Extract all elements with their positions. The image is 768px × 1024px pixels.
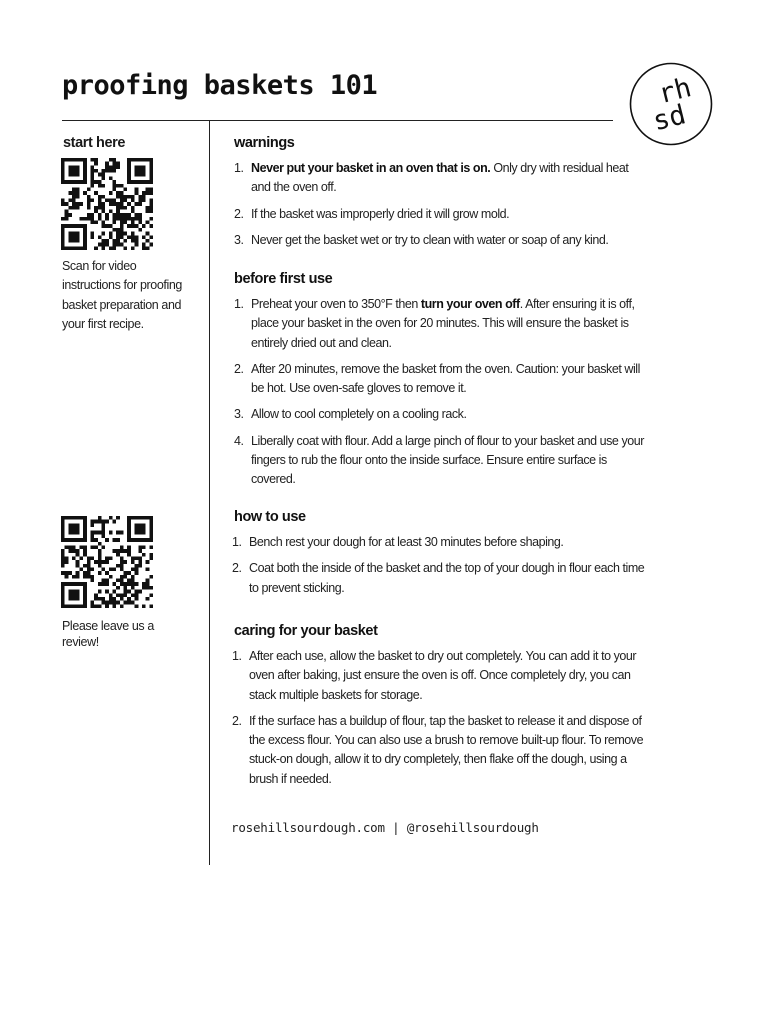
item-text: Never get the basket wet or try to clean with water or soap of any kind. (251, 232, 609, 247)
sidebar-heading: start here (63, 135, 126, 151)
item-text: . After ensuring it is off, place your basket in the oven for 20 minutes. This will ensure the basket is entirely dried out and clean. (251, 297, 635, 350)
item-text: Bench rest your dough for at least 30 minutes before shaping. (249, 535, 564, 549)
qr-code-icon[interactable] (61, 158, 153, 250)
section-heading: caring for your basket (234, 623, 378, 639)
item-text: Coat both the inside of the basket and the top of your dough in flour each time to prevent sticking. (249, 561, 645, 595)
column-divider (209, 121, 210, 865)
item-number: 3. (234, 407, 244, 422)
page-title: proofing baskets 101 (62, 70, 378, 101)
item-text: Only dry with residual heat and the oven off. (251, 161, 629, 195)
item-number: 1. (234, 297, 244, 311)
list-item (230, 231, 650, 250)
section-heading: warnings (234, 135, 295, 151)
caring-list (230, 647, 650, 789)
item-number: 2. (232, 561, 242, 576)
video-qr-caption: Scan for video instructions for proofing basket preparation and your first recipe. (62, 259, 182, 331)
list-item (230, 712, 650, 789)
warnings-list (230, 159, 650, 250)
item-number: 1. (234, 161, 244, 175)
list-item (230, 432, 650, 490)
review-qr-caption: Please leave us a review! (62, 619, 154, 649)
list-item (230, 159, 650, 198)
item-text-pre: Preheat your oven to 350°F then (251, 297, 421, 311)
item-text: After 20 minutes, remove the basket from the oven. Caution: your basket will be hot. Use oven-safe gloves to remove it. (251, 361, 640, 396)
item-text: If the basket was improperly dried it will grow mold. (251, 206, 510, 221)
item-number: 2. (234, 206, 244, 221)
list-item (230, 647, 650, 705)
caring-section (230, 623, 650, 796)
item-number: 1. (232, 649, 242, 663)
item-text: After each use, allow the basket to dry out completely. You can add it to your oven after baking, just ensure the oven is off. Once completely dry, you can stack multiple baskets for storage. (249, 649, 637, 702)
how-to-use-list (230, 533, 650, 598)
item-bold-text: turn your oven off (420, 297, 520, 311)
rhsd-logo (629, 62, 713, 146)
item-number: 1. (232, 535, 242, 549)
before-first-use-list (230, 295, 650, 490)
qr-code-icon[interactable] (61, 516, 153, 608)
list-item (230, 405, 650, 424)
list-item (230, 205, 650, 224)
title-divider (62, 120, 613, 121)
footer-links[interactable]: rosehillsourdough.com | @rosehillsourdough (231, 820, 539, 835)
list-item (230, 559, 650, 598)
section-heading: before first use (234, 271, 333, 287)
item-number: 2. (232, 713, 242, 728)
logo-text-sd: sd (649, 99, 689, 138)
item-text: Allow to cool completely on a cooling rack. (251, 407, 467, 422)
item-number: 3. (234, 232, 244, 247)
list-item (230, 533, 650, 552)
list-item (230, 360, 650, 399)
logo-text-rh: rh (655, 72, 695, 111)
item-bold-text: Never put your basket in an oven that is on. (251, 161, 491, 175)
item-number: 4. (234, 433, 244, 448)
before-first-use-section (230, 271, 650, 497)
section-heading: how to use (234, 509, 306, 525)
how-to-use-section (230, 509, 650, 605)
item-text: Liberally coat with flour. Add a large pinch of flour to your basket and use your fingers to rub the flour onto the inside surface. Ensure entire surface is covered. (251, 433, 644, 487)
list-item (230, 295, 650, 353)
warnings-section (230, 135, 650, 257)
item-number: 2. (234, 361, 244, 376)
item-text: If the surface has a buildup of flour, tap the basket to release it and dispose of the excess flour. You can also use a brush to remove built-up flour. To remove stuck-on dough, allow it to dry completely, then flake off the dough, using a brush if needed. (249, 713, 644, 786)
